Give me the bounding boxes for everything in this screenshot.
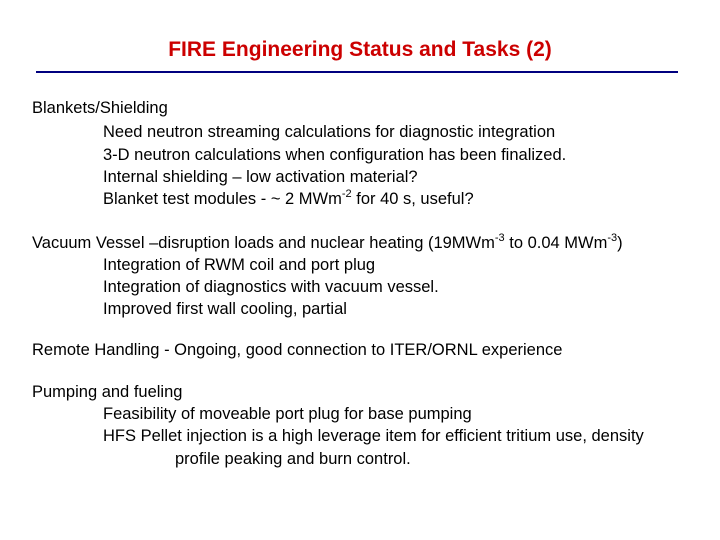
superscript-exponent: -3: [494, 232, 505, 244]
section-heading: Blankets/Shielding: [32, 99, 168, 117]
title-underline: [36, 71, 678, 73]
heading-text: ): [617, 234, 623, 252]
heading-text: to 0.04 MWm: [504, 234, 608, 252]
item-text: Blanket test modules - ~ 2 MWm: [103, 190, 342, 208]
heading-text: Vacuum Vessel –disruption loads and nuclear heating (19MWm: [32, 234, 495, 252]
list-item: [103, 188, 474, 210]
section-heading: Remote Handling - Ongoing, good connection to ITER/ORNL experience: [32, 341, 563, 359]
slide-title: FIRE Engineering Status and Tasks (2): [168, 38, 552, 61]
superscript-exponent: -3: [607, 232, 618, 244]
section-heading: [32, 232, 623, 254]
section-heading: Pumping and fueling: [32, 383, 183, 401]
superscript-exponent: -2: [341, 188, 352, 200]
list-item-continuation: profile peaking and burn control.: [175, 450, 411, 468]
list-item: HFS Pellet injection is a high leverage item for efficient tritium use, density: [103, 427, 644, 445]
item-text: for 40 s, useful?: [351, 190, 474, 208]
list-item: Improved first wall cooling, partial: [103, 300, 347, 318]
list-item: 3-D neutron calculations when configuration has been finalized.: [103, 146, 567, 164]
list-item: Integration of RWM coil and port plug: [103, 256, 376, 274]
list-item: Need neutron streaming calculations for diagnostic integration: [103, 123, 556, 141]
list-item: Internal shielding – low activation material?: [103, 168, 418, 186]
list-item: Integration of diagnostics with vacuum vessel.: [103, 278, 439, 296]
list-item: Feasibility of moveable port plug for base pumping: [103, 405, 472, 423]
